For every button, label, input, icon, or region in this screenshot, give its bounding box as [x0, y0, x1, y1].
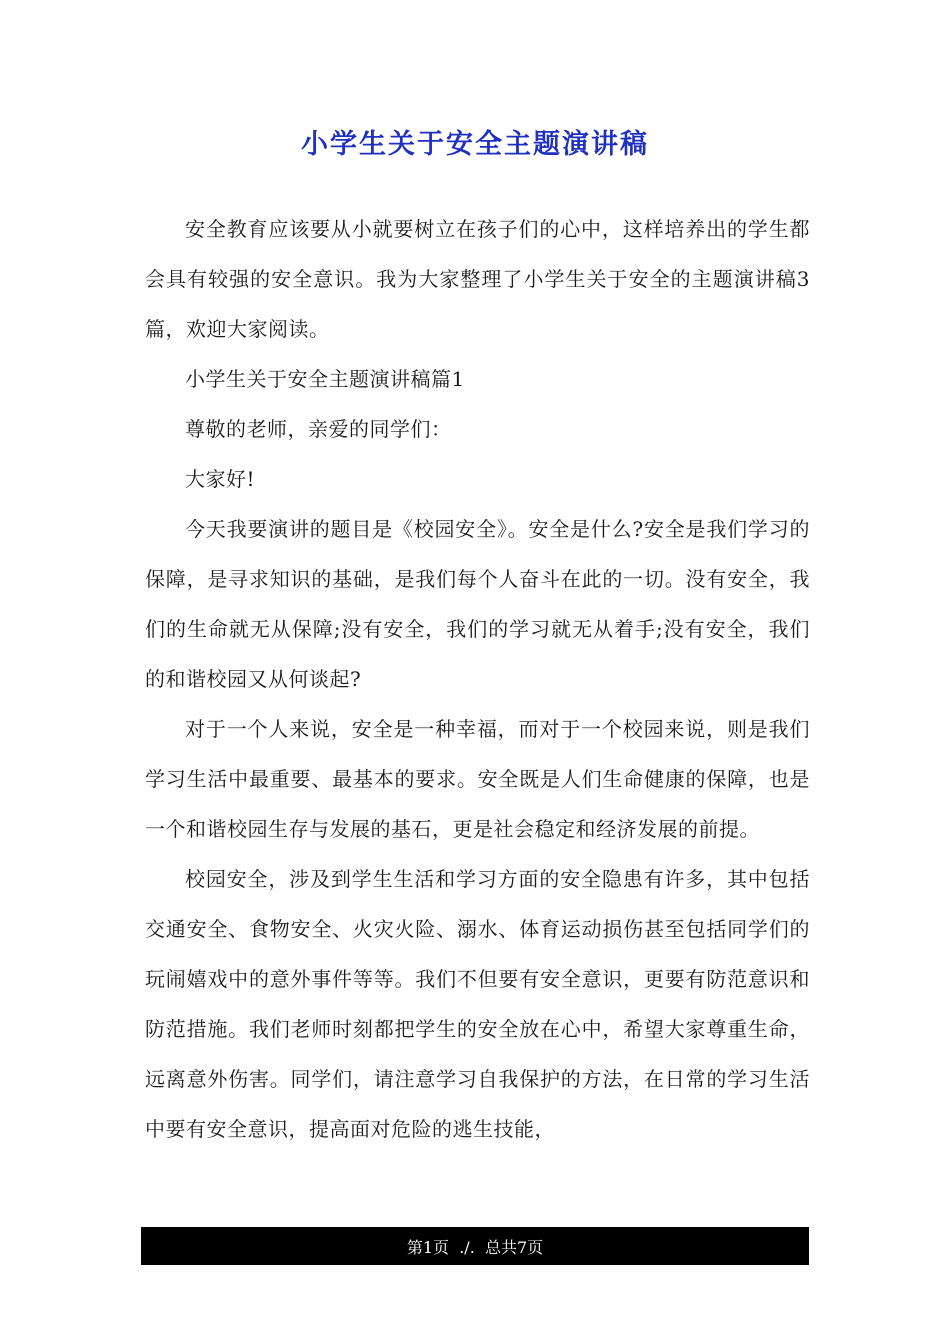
paragraph-body-2: 对于一个人来说，安全是一种幸福，而对于一个校园来说，则是我们学习生活中最重要、最基本的要求。安全既是人们生命健康的保障，也是一个和谐校园生存与发展的基石，更是社会稳定和经济发展的前提。: [145, 717, 810, 841]
page-footer: [141, 1227, 809, 1265]
paragraph-section-heading: 小学生关于安全主题演讲稿篇1: [185, 367, 465, 391]
document-title: 小学生关于安全主题演讲稿: [301, 129, 649, 160]
paragraph-body-1: 今天我要演讲的题目是《校园安全》。安全是什么?安全是我们学习的保障，是寻求知识的基础，是我们每个人奋斗在此的一切。没有安全，我们的生命就无从保障;没有安全，我们的学习就无从着手;没有安全，我们的和谐校园又从何谈起?: [145, 517, 810, 691]
paragraph-body-3: 校园安全，涉及到学生生活和学习方面的安全隐患有许多，其中包括交通安全、食物安全、火灾火险、溺水、体育运动损伤甚至包括同学们的玩闹嬉戏中的意外事件等等。我们不但要有安全意识，更要有防范意识和防范措施。我们老师时刻都把学生的安全放在心中，希望大家尊重生命，远离意外伤害。同学们，请注意学习自我保护的方法，在日常的学习生活中要有安全意识，提高面对危险的逃生技能，: [145, 867, 810, 1141]
page-number-label: 第1页 ./. 总共7页: [406, 1237, 544, 1257]
paragraph-salutation: 尊敬的老师，亲爱的同学们：: [185, 417, 452, 441]
document-body: [145, 204, 810, 1154]
paragraph-greeting: 大家好!: [185, 467, 256, 491]
paragraph-intro: 安全教育应该要从小就要树立在孩子们的心中，这样培养出的学生都会具有较强的安全意识。我为大家整理了小学生关于安全的主题演讲稿3篇，欢迎大家阅读。: [145, 217, 810, 341]
